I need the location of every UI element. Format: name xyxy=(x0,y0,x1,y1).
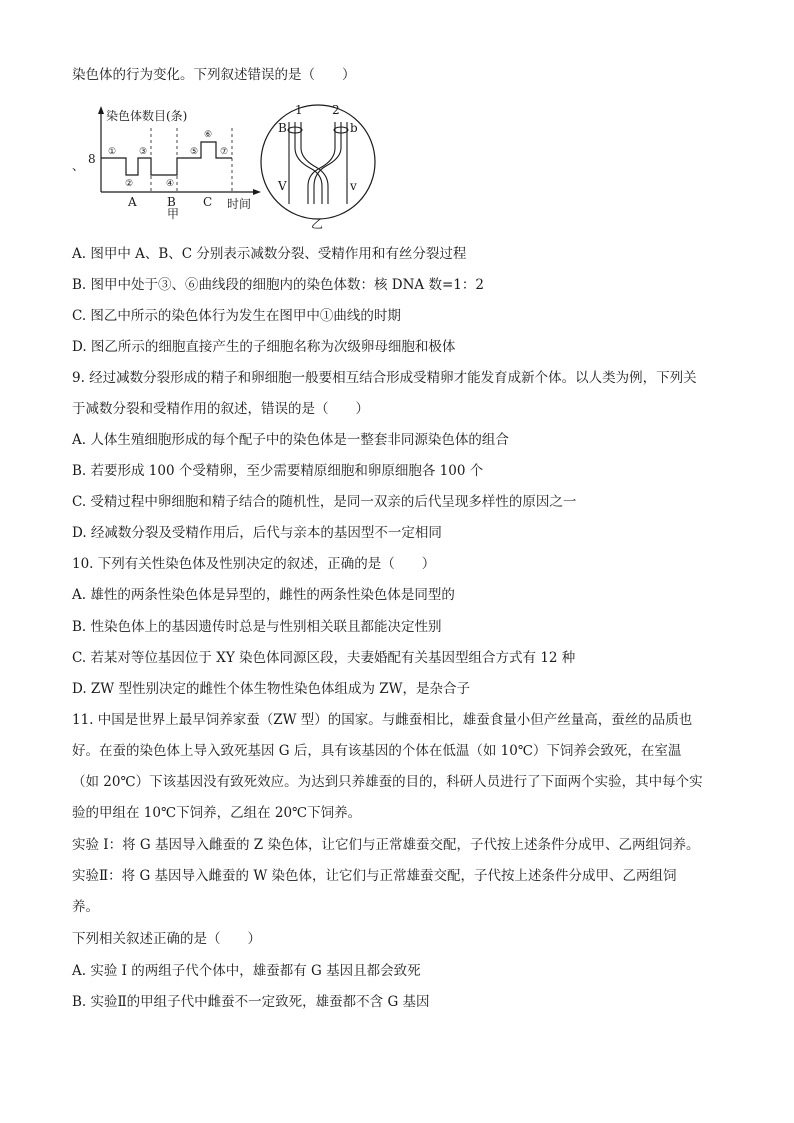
segment-mark-5: ⑤ xyxy=(190,147,199,157)
chromosome-label-2: 2 xyxy=(332,103,340,117)
q9-stem-line-1: 9. 经过减数分裂形成的精子和卵细胞一般要相互结合形成受精卵才能发育成新个体。以人类为例，下列关 xyxy=(72,370,697,386)
q11-stem-line-1: 11. 中国是世界上最早饲养家蚕（ZW 型）的国家。与雌蚕相比，雄蚕食量小但产丝量高，蚕丝的品质也 xyxy=(72,712,693,728)
chromosome-label-1: 1 xyxy=(295,103,303,117)
q9-option-c: C. 受精过程中卵细胞和精子结合的随机性，是同一双亲的后代呈现多样性的原因之一 xyxy=(72,494,577,510)
q8-option-c: C. 图乙中所示的染色体行为发生在图甲中①曲线的时期 xyxy=(72,308,401,324)
segment-mark-4: ④ xyxy=(166,179,175,189)
q11-stem-line-4: 验的甲组在 10℃下饲养，乙组在 20℃下饲养。 xyxy=(72,805,362,821)
gene-label-B: B xyxy=(278,121,287,135)
figure-prefix-mark: 、 xyxy=(72,159,85,173)
q11-stem-line-2: 好。在蚕的染色体上导入致死基因 G 后，具有该基因的个体在低温（如 10℃）下饲养会致死，在室温 xyxy=(72,743,682,759)
gene-label-b: b xyxy=(350,121,358,135)
q11-question: 下列相关叙述正确的是（ ） xyxy=(72,931,261,947)
graph-jia xyxy=(88,106,261,221)
graph-caption-jia: 甲 xyxy=(167,207,180,221)
q10-option-a: A. 雄性的两条性染色体是异型的，雌性的两条性染色体是同型的 xyxy=(72,587,455,603)
q8-figure-svg xyxy=(70,100,490,235)
graph-ylabel: 染色体数目(条) xyxy=(106,109,188,123)
q10-option-b: B. 性染色体上的基因遗传时总是与性别相关联且都能决定性别 xyxy=(72,619,442,635)
q10-stem: 10. 下列有关性染色体及性别决定的叙述，正确的是（ ） xyxy=(72,556,436,572)
chromosome-count-curve xyxy=(101,142,232,175)
stage-label-c: C xyxy=(203,195,213,209)
segment-mark-2: ② xyxy=(125,179,134,189)
q9-option-a: A. 人体生殖细胞形成的每个配子中的染色体是一整套非同源染色体的组合 xyxy=(72,432,509,448)
gene-label-V: V xyxy=(278,179,287,193)
graph-y-tick-8: 8 xyxy=(88,152,96,166)
q8-stem-tail: 染色体的行为变化。下列叙述错误的是（ ） xyxy=(72,67,356,83)
graph-xlabel: 时间 xyxy=(227,197,252,211)
cell-diagram-yi xyxy=(261,103,375,231)
q10-option-c: C. 若某对等位基因位于 XY 染色体同源区段，夫妻婚配有关基因型组合方式有 12 种 xyxy=(72,650,576,666)
q8-option-a: A. 图甲中 A、B、C 分别表示减数分裂、受精作用和有丝分裂过程 xyxy=(72,246,467,262)
q11-experiment-2-tail: 养。 xyxy=(72,899,99,915)
q11-experiment-2: 实验Ⅱ：将 G 基因导入雌蚕的 W 染色体，让它们与正常雄蚕交配，子代按上述条件分成甲、乙两组饲 xyxy=(72,868,677,884)
q8-figure xyxy=(70,100,490,235)
graph-x-arrow xyxy=(253,189,261,195)
segment-mark-7: ⑦ xyxy=(220,147,229,157)
q9-option-d: D. 经减数分裂及受精作用后，后代与亲本的基因型不一定相同 xyxy=(72,525,442,541)
q11-option-a: A. 实验 I 的两组子代个体中，雄蚕都有 G 基因且都会致死 xyxy=(72,963,421,979)
stage-label-a: A xyxy=(128,195,137,209)
q8-option-b: B. 图甲中处于③、⑥曲线段的细胞内的染色体数：核 DNA 数=1：2 xyxy=(72,277,484,293)
q8-option-d: D. 图乙所示的细胞直接产生的子细胞名称为次级卵母细胞和极体 xyxy=(72,339,456,355)
q9-stem-line-2: 于减数分裂和受精作用的叙述，错误的是（ ） xyxy=(72,401,369,417)
q10-option-d: D. ZW 型性别决定的雌性个体生物性染色体组成为 ZW，是杂合子 xyxy=(72,681,471,697)
stage-label-b: B xyxy=(167,195,176,209)
graph-y-arrow xyxy=(98,106,104,114)
q11-option-b: B. 实验Ⅱ的甲组子代中雌蚕不一定致死，雄蚕都不含 G 基因 xyxy=(72,994,430,1010)
segment-mark-3: ③ xyxy=(139,147,148,157)
q11-stem-line-3: （如 20℃）下该基因没有致死效应。为达到只养雄蚕的目的，科研人员进行了下面两个实验，其中每个实 xyxy=(72,774,703,790)
cell-caption-yi: 乙 xyxy=(311,217,324,231)
q9-option-b: B. 若要形成 100 个受精卵，至少需要精原细胞和卵原细胞各 100 个 xyxy=(72,463,484,479)
q11-experiment-1: 实验 I：将 G 基因导入雌蚕的 Z 染色体，让它们与正常雄蚕交配，子代按上述条件分成甲、乙两组饲养。 xyxy=(72,837,700,853)
gene-label-v: v xyxy=(350,179,357,193)
segment-mark-1: ① xyxy=(108,147,117,157)
segment-mark-6: ⑥ xyxy=(204,130,213,140)
